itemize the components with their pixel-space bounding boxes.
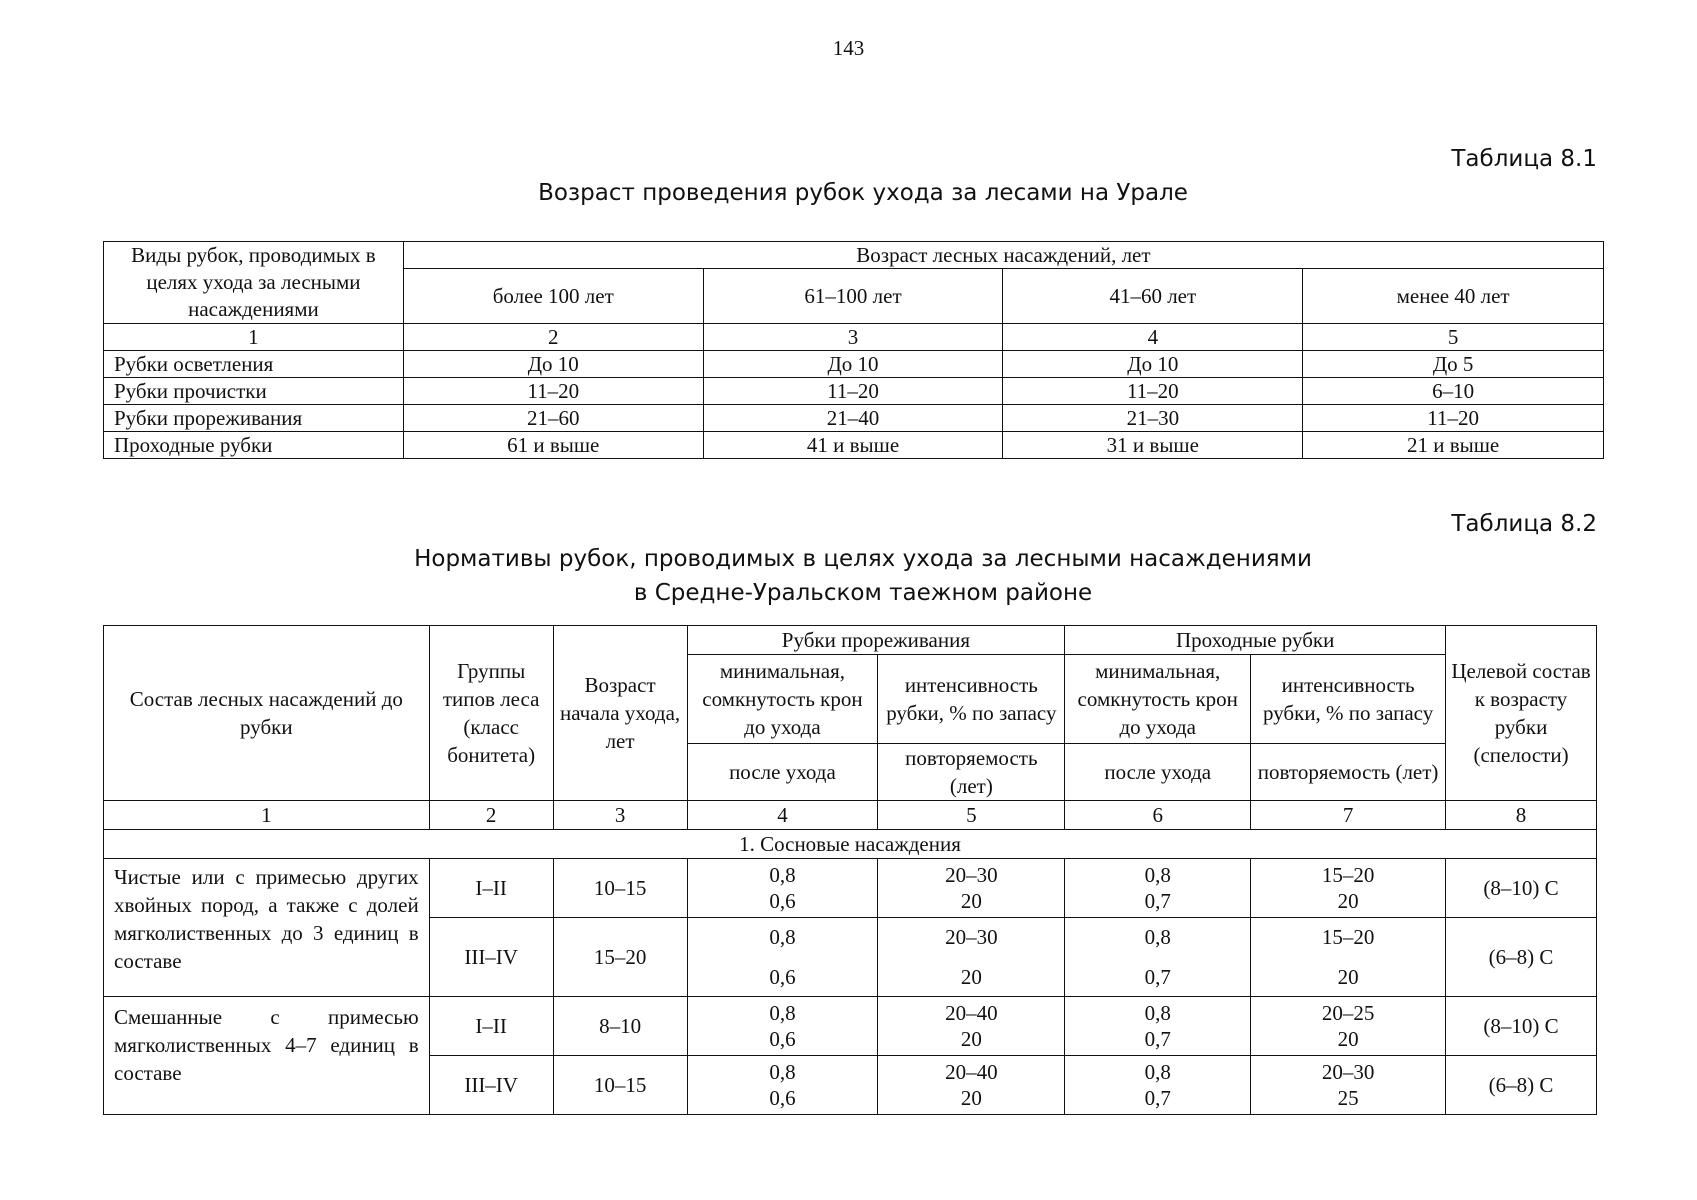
table-header-row bbox=[104, 626, 1597, 655]
header-age-group: Возраст лесных насаждений, лет bbox=[403, 242, 1603, 269]
passing-density-cell bbox=[1065, 918, 1251, 997]
passing-intensity-cell bbox=[1251, 1056, 1446, 1115]
passing-density-cell bbox=[1065, 997, 1251, 1056]
column-number: 5 bbox=[878, 801, 1065, 830]
intensity-value: 20–40 bbox=[945, 1060, 998, 1084]
density-after: 0,6 bbox=[769, 965, 796, 989]
header-repeat: повторяемость (лет) bbox=[878, 744, 1065, 801]
header-start-age: Возраст начала ухода, лет bbox=[553, 626, 687, 801]
table-cell: 21 и выше bbox=[1303, 432, 1604, 459]
thinning-density-cell bbox=[687, 997, 878, 1056]
composition-cell: Смешанные с примесью мягколиственных 4–7 единиц в составе bbox=[104, 997, 430, 1115]
table-cell: До 10 bbox=[1003, 351, 1303, 378]
header-cut-types: Виды рубок, проводимых в целях ухода за лесными насаждениями bbox=[104, 242, 404, 324]
intensity-value: 20–25 bbox=[1321, 1001, 1375, 1025]
table-cell: До 5 bbox=[1303, 351, 1604, 378]
column-number: 1 bbox=[104, 324, 404, 351]
column-number: 6 bbox=[1065, 801, 1251, 830]
header-intensity: интенсивность рубки, % по запасу bbox=[878, 655, 1065, 744]
target-cell: (6–8) С bbox=[1446, 918, 1597, 997]
table-cell: 11–20 bbox=[703, 378, 1003, 405]
target-cell: (8–10) С bbox=[1446, 997, 1597, 1056]
table-cell: 11–20 bbox=[1303, 405, 1604, 432]
table-cell: 11–20 bbox=[1003, 378, 1303, 405]
table-cell: 41 и выше bbox=[703, 432, 1003, 459]
table-row bbox=[104, 432, 1604, 459]
table-cell: 31 и выше bbox=[1003, 432, 1303, 459]
section-title: 1. Сосновые насаждения bbox=[104, 830, 1597, 859]
header-passing-cuts: Проходные рубки bbox=[1065, 626, 1446, 655]
header-after-care: после ухода bbox=[1065, 744, 1251, 801]
section-row bbox=[104, 830, 1597, 859]
target-cell: (6–8) С bbox=[1446, 1056, 1597, 1115]
column-number: 3 bbox=[703, 324, 1003, 351]
table-8-2 bbox=[103, 625, 1597, 1115]
table-row bbox=[104, 405, 1604, 432]
cut-type-cell: Рубки прочистки bbox=[104, 378, 404, 405]
intensity-value: 20–30 bbox=[1321, 1060, 1375, 1084]
page-number: 143 bbox=[832, 36, 865, 60]
table-8-1 bbox=[103, 241, 1604, 459]
repeat-value: 20 bbox=[960, 1027, 982, 1051]
intensity-value: 15–20 bbox=[1321, 863, 1375, 887]
class-cell: I–II bbox=[429, 859, 553, 918]
header-forest-groups: Группы типов леса (класс бонитета) bbox=[429, 626, 553, 801]
density-after: 0,6 bbox=[769, 889, 796, 913]
density-after: 0,6 bbox=[769, 1086, 796, 1110]
density-before: 0,8 bbox=[769, 925, 796, 949]
density-before: 0,8 bbox=[1144, 925, 1171, 949]
thinning-density-cell bbox=[687, 1056, 878, 1115]
age-cell: 10–15 bbox=[553, 859, 687, 918]
table-caption-8-2: Таблица 8.2 bbox=[1451, 511, 1597, 537]
density-before: 0,8 bbox=[1144, 1001, 1171, 1025]
repeat-value: 20 bbox=[960, 1086, 982, 1110]
header-age-col: 61–100 лет bbox=[703, 269, 1003, 324]
density-after: 0,7 bbox=[1144, 1027, 1171, 1051]
passing-density-cell bbox=[1065, 859, 1251, 918]
table-row bbox=[104, 351, 1604, 378]
cut-type-cell: Проходные рубки bbox=[104, 432, 404, 459]
repeat-value: 25 bbox=[1337, 1086, 1359, 1110]
thinning-intensity-cell bbox=[878, 918, 1065, 997]
age-cell: 15–20 bbox=[553, 918, 687, 997]
column-number: 2 bbox=[429, 801, 553, 830]
table-caption-8-1: Таблица 8.1 bbox=[1451, 146, 1597, 172]
table-title-8-2-line1: Нормативы рубок, проводимых в целях ухода за лесными насаждениями bbox=[414, 546, 1312, 572]
repeat-value: 20 bbox=[1337, 1027, 1359, 1051]
density-before: 0,8 bbox=[769, 1060, 796, 1084]
column-number: 1 bbox=[104, 801, 430, 830]
table-row bbox=[104, 997, 1597, 1056]
header-min-density: минимальная, сомкнутость крон до ухода bbox=[1065, 655, 1251, 744]
thinning-density-cell bbox=[687, 918, 878, 997]
column-number: 4 bbox=[687, 801, 878, 830]
density-after: 0,7 bbox=[1144, 1086, 1171, 1110]
class-cell: III–IV bbox=[429, 918, 553, 997]
target-cell: (8–10) С bbox=[1446, 859, 1597, 918]
table-cell: 21–60 bbox=[403, 405, 703, 432]
cut-type-cell: Рубки осветления bbox=[104, 351, 404, 378]
table-title-8-1: Возраст проведения рубок ухода за лесами на Урале bbox=[538, 180, 1188, 206]
repeat-value: 20 bbox=[960, 965, 982, 989]
thinning-intensity-cell bbox=[878, 859, 1065, 918]
header-thinning: Рубки прореживания bbox=[687, 626, 1065, 655]
density-after: 0,7 bbox=[1144, 889, 1171, 913]
table-title-8-2-line2: в Средне-Уральском таежном районе bbox=[633, 580, 1093, 606]
density-before: 0,8 bbox=[1144, 863, 1171, 887]
class-cell: III–IV bbox=[429, 1056, 553, 1115]
table-row bbox=[104, 378, 1604, 405]
table-cell: 6–10 bbox=[1303, 378, 1604, 405]
table-cell: 21–30 bbox=[1003, 405, 1303, 432]
age-cell: 10–15 bbox=[553, 1056, 687, 1115]
cut-type-cell: Рубки прореживания bbox=[104, 405, 404, 432]
column-number-row bbox=[104, 324, 1604, 351]
header-target-composition: Целевой состав к возрасту рубки (спелости) bbox=[1446, 626, 1597, 801]
thinning-intensity-cell bbox=[878, 997, 1065, 1056]
intensity-value: 20–30 bbox=[945, 863, 998, 887]
passing-intensity-cell bbox=[1251, 997, 1446, 1056]
intensity-value: 15–20 bbox=[1321, 925, 1375, 949]
table-cell: 61 и выше bbox=[403, 432, 703, 459]
age-cell: 8–10 bbox=[553, 997, 687, 1056]
column-number: 3 bbox=[553, 801, 687, 830]
table-cell: До 10 bbox=[403, 351, 703, 378]
column-number: 4 bbox=[1003, 324, 1303, 351]
header-age-col: более 100 лет bbox=[403, 269, 703, 324]
column-number: 7 bbox=[1251, 801, 1446, 830]
table-header-row bbox=[104, 242, 1604, 269]
intensity-value: 20–40 bbox=[945, 1001, 998, 1025]
column-number: 2 bbox=[403, 324, 703, 351]
header-age-col: менее 40 лет bbox=[1303, 269, 1604, 324]
thinning-density-cell bbox=[687, 859, 878, 918]
column-number: 8 bbox=[1446, 801, 1597, 830]
class-cell: I–II bbox=[429, 997, 553, 1056]
repeat-value: 20 bbox=[960, 889, 982, 913]
passing-intensity-cell bbox=[1251, 918, 1446, 997]
table-row bbox=[104, 859, 1597, 918]
repeat-value: 20 bbox=[1337, 965, 1359, 989]
density-before: 0,8 bbox=[1144, 1060, 1171, 1084]
density-after: 0,7 bbox=[1144, 965, 1171, 989]
density-before: 0,8 bbox=[769, 1001, 796, 1025]
table-cell: 21–40 bbox=[703, 405, 1003, 432]
repeat-value: 20 bbox=[1337, 889, 1359, 913]
density-after: 0,6 bbox=[769, 1027, 796, 1051]
column-number-row bbox=[104, 801, 1597, 830]
header-min-density: минимальная, сомкнутость крон до ухода bbox=[687, 655, 878, 744]
thinning-intensity-cell bbox=[878, 1056, 1065, 1115]
header-age-col: 41–60 лет bbox=[1003, 269, 1303, 324]
passing-density-cell bbox=[1065, 1056, 1251, 1115]
density-before: 0,8 bbox=[769, 863, 796, 887]
composition-cell: Чистые или с примесью других хвойных пород, а также с долей мягколиственных до 3 единиц в составе bbox=[104, 859, 430, 997]
table-cell: До 10 bbox=[703, 351, 1003, 378]
header-composition: Состав лесных насаждений до рубки bbox=[104, 626, 430, 801]
column-number: 5 bbox=[1303, 324, 1604, 351]
table-cell: 11–20 bbox=[403, 378, 703, 405]
header-repeat: повторяемость (лет) bbox=[1251, 744, 1446, 801]
header-after-care: после ухода bbox=[687, 744, 878, 801]
intensity-value: 20–30 bbox=[945, 925, 998, 949]
header-intensity: интенсивность рубки, % по запасу bbox=[1251, 655, 1446, 744]
passing-intensity-cell bbox=[1251, 859, 1446, 918]
